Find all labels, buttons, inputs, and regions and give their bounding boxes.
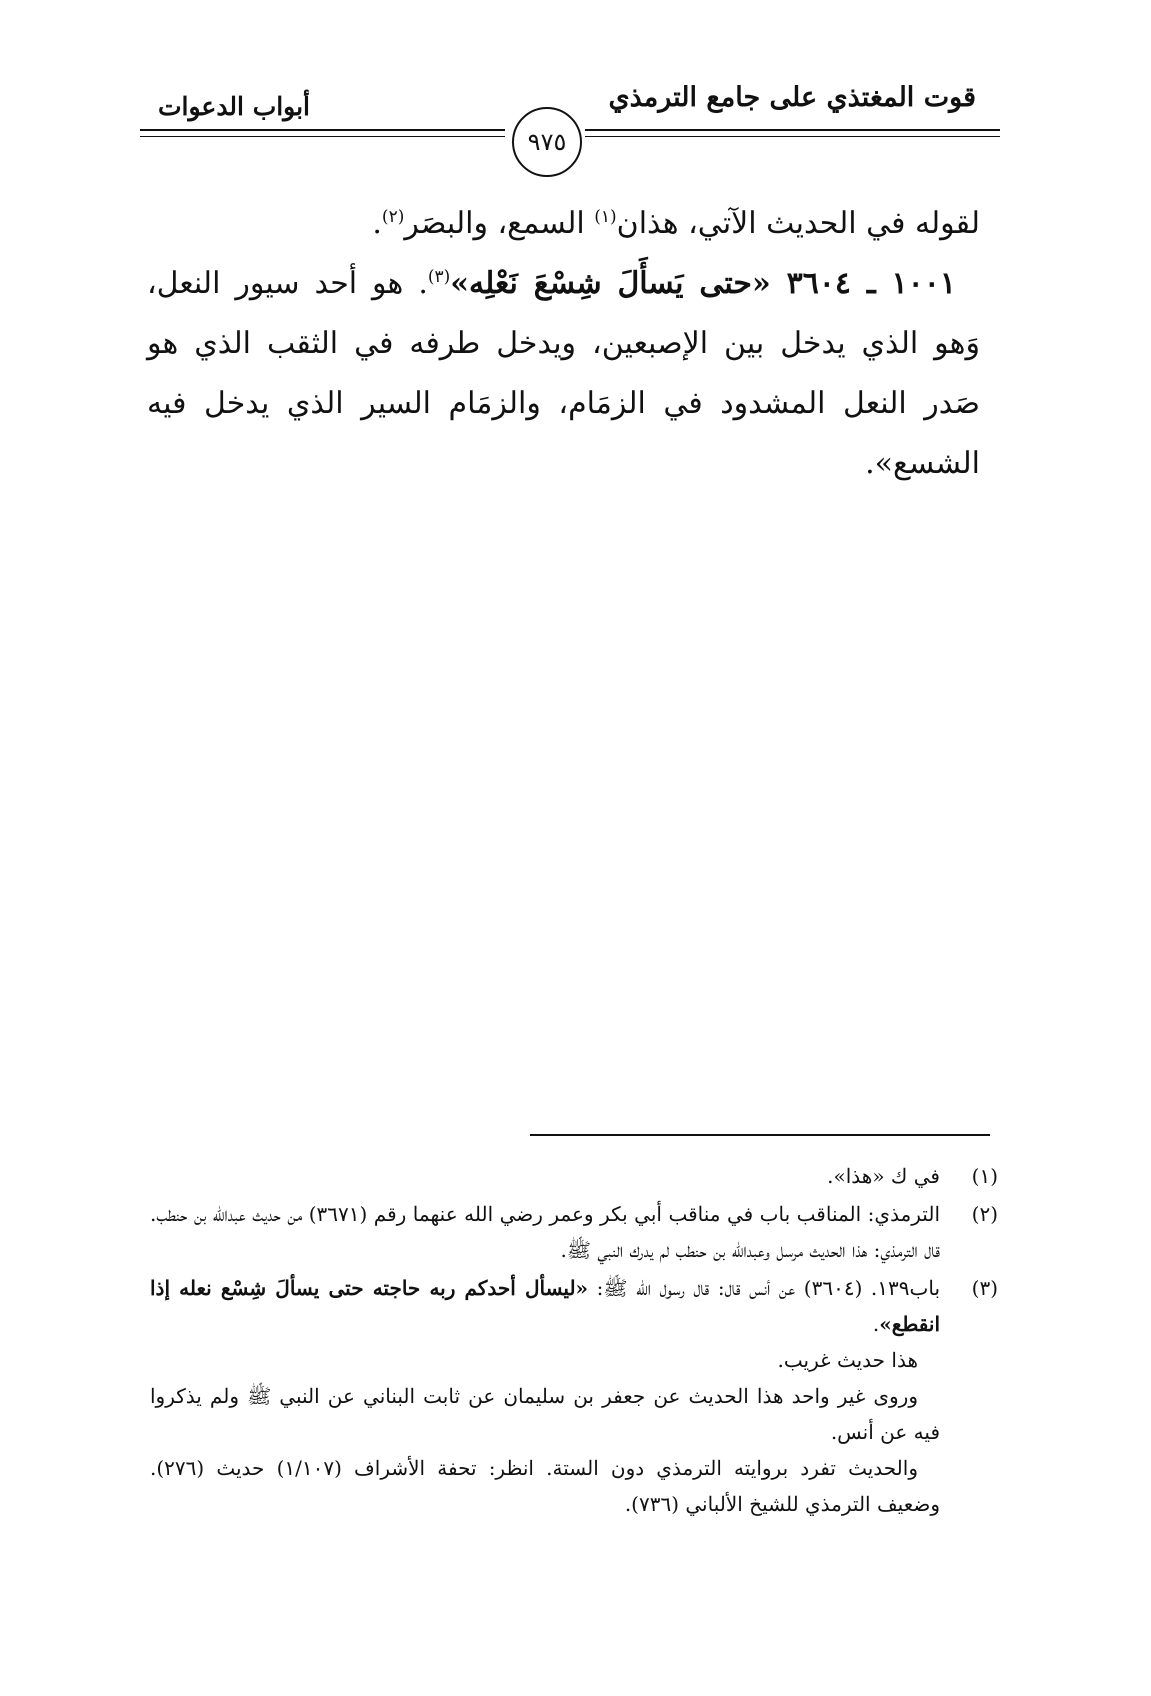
- footnote-3-end: .: [872, 1312, 880, 1336]
- section-title: أبواب الدعوات: [158, 92, 311, 121]
- footnote-1-number: (١): [971, 1164, 998, 1188]
- book-title: قوت المغتذي على جامع الترمذي: [608, 82, 976, 113]
- footnote-3-number: (٣): [971, 1276, 998, 1300]
- hadith-number: ١٠٠١ ـ ٣٦٠٤: [786, 266, 956, 301]
- footnote-2-text: الترمذي: المناقب باب في مناقب أبي بكر وعمر رضي الله عنهما رقم (٣٦٧١) من حديث عبدالله بن حنطب. قال الترمذي: هذا الحديث مرسل وعبدالله بن حنطب لم يدرك النبي ﷺ.: [150, 1202, 940, 1262]
- header-rule-right-top: [585, 129, 1000, 131]
- footnote-3-paragraph-4: والحديث تفرد بروايته الترمذي دون الستة. انظر: تحفة الأشراف (١/١٠٧) حديث (٢٧٦). وضعيف الترمذي للشيخ الألباني (٧٣٦).: [150, 1456, 940, 1516]
- footnote-separator: [530, 1134, 990, 1136]
- body-line-1-text: لقوله في الحديث الآتي، هذان: [616, 206, 980, 241]
- main-text: [147, 194, 980, 494]
- hadith-explanation: . هو أحد سيور النعل، وَهو الذي يدخل بين الإصبعين، ويدخل طرفه في الثقب الذي هو صَدر النعل المشدود في الزمَام، والزمَام السير الذي يدخل فيه الشسع».: [147, 266, 980, 481]
- body-line-1: [147, 194, 980, 254]
- footnote-3-paragraph-2: هذا حديث غريب.: [777, 1348, 918, 1372]
- footnote-3-intro: باب١٣٩. (٣٦٠٤) عن أنس قال: قال رسول الله ﷺ:: [588, 1276, 941, 1300]
- body-line-1-end: .: [372, 206, 382, 241]
- hadith-quote: «حتى يَسأَلَ شِسْعَ نَعْلِه»: [450, 266, 787, 301]
- footnote-2: [150, 1196, 998, 1268]
- page-number-badge: [512, 107, 582, 177]
- footnote-ref-2[interactable]: (٢): [381, 207, 405, 227]
- footnote-1-text: في ك «هذا».: [827, 1164, 940, 1188]
- footnote-3: [150, 1270, 998, 1522]
- header-rule-left-top: [140, 129, 505, 131]
- footnote-3-quote: «ليسأل أحدكم ربه حاجته حتى يسألَ شِسْع نعله إذا انقطع»: [150, 1276, 940, 1336]
- footnotes: [150, 1158, 998, 1524]
- body-line-1-mid: السمع، والبصَر: [404, 206, 595, 241]
- page-number: ٩٧٥: [527, 128, 567, 156]
- footnote-1: [150, 1158, 998, 1194]
- header-rule-left-bottom: [140, 136, 505, 137]
- hadith-paragraph: [147, 254, 980, 494]
- footnote-ref-3[interactable]: (٣): [427, 267, 451, 287]
- footnote-3-paragraph-3: وروى غير واحد هذا الحديث عن جعفر بن سليمان عن ثابت البناني عن النبي ﷺ ولم يذكروا فيه عن أنس.: [150, 1384, 940, 1444]
- header-rule-right-bottom: [585, 136, 1000, 137]
- footnote-ref-1[interactable]: (١): [594, 207, 617, 227]
- footnote-2-number: (٢): [971, 1202, 998, 1226]
